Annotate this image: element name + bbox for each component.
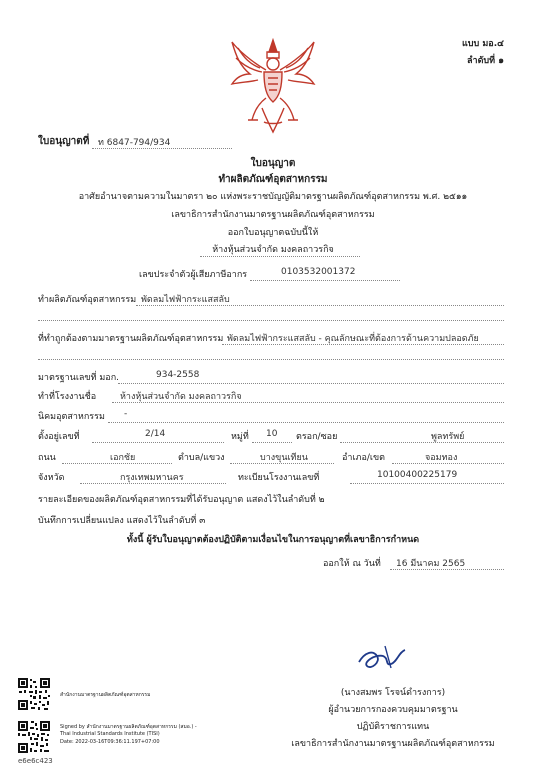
divider [350,483,504,484]
license-no-label: ใบอนุญาตที่ [38,136,90,147]
divider [108,422,504,423]
divider [112,402,504,403]
condition-note: ทั้งนี้ ผู้รับใบอนุญาตต้องปฏิบัติตามเงื่อนไขในการอนุญาตที่เลขาธิการกำหนด [126,535,420,545]
address-no-value: 2/14 [145,429,166,439]
divider [250,280,400,281]
document-code: e6e6c423 [18,757,53,765]
address-district-value: จอมทอง [425,453,458,463]
signatory-name: (นางสมพร โรจน์ดำรงการ) [340,688,446,698]
divider [200,256,360,257]
standard-desc-label: ที่ทำถูกต้องตามมาตรฐานผลิตภัณฑ์อุตสาหกรรม [38,334,224,344]
address-province-label: จังหวัด [38,473,65,483]
factory-reg-label: ทะเบียนโรงงานเลขที่ [238,473,320,483]
standard-desc-value: พัดลมไฟฟ้ากระแสสลับ - คุณลักษณะที่ต้องการด้านความปลอดภัย [227,334,479,344]
factory-name-label: ทำที่โรงงานชื่อ [38,392,97,402]
divider [92,148,232,149]
divider [390,569,504,570]
form-sequence: ลำดับที่ ๑ [467,56,504,66]
tax-id-value: 0103532001372 [281,267,356,277]
qr-caption: สำนักงานมาตรฐานผลิตภัณฑ์อุตสาหกรรม [60,692,151,698]
signatory-title: ผู้อำนวยการกองควบคุมมาตรฐาน [328,705,458,715]
document-subtitle: ทำผลิตภัณฑ์อุตสาหกรรม [218,174,328,185]
qr-code-icon [17,677,51,711]
license-no-value: ท 6847-794/934 [98,138,171,148]
divider [136,305,504,306]
address-subdistrict-value: บางขุนเทียน [260,453,308,463]
divider [38,359,504,360]
signatory-office: เลขาธิการสำนักงานมาตรฐานผลิตภัณฑ์อุตสาหกรรม [291,739,495,749]
signature-icon [355,640,411,676]
qr-code-icon [17,720,51,754]
divider [222,344,504,345]
digital-signature-line-3: Date: 2022-03-16T09:36:11.197+07:00 [60,739,160,745]
address-road-value: เอกชัย [110,453,136,463]
digital-signature-line-1: Signed by สำนักงานมาตรฐานผลิตภัณฑ์อุตสาหกรรม (สมอ.) - [60,724,197,730]
authority-line-2: เลขาธิการสำนักงานมาตรฐานผลิตภัณฑ์อุตสาหกรรม [171,210,375,220]
divider [80,483,226,484]
address-no-label: ตั้งอยู่เลขที่ [38,432,80,442]
tax-id-label: เลขประจำตัวผู้เสียภาษีอากร [139,270,248,280]
divider [252,442,292,443]
address-moo-value: 10 [266,429,278,439]
address-moo-label: หมู่ที่ [231,432,249,442]
digital-signature-line-2: Thai Industrial Standards Institute (TISI) [60,731,160,737]
address-province-value: กรุงเทพมหานคร [120,473,184,483]
form-code: แบบ มอ.๔ [462,39,504,49]
divider [38,320,504,321]
address-subdistrict-label: ตำบล/แขวง [178,453,225,463]
divider [62,463,172,464]
signatory-acting: ปฏิบัติราชการแทน [356,722,430,732]
address-district-label: อำเภอ/เขต [342,453,385,463]
product-label: ทำผลิตภัณฑ์อุตสาหกรรม [38,295,137,305]
issue-date-value: 16 มีนาคม 2565 [396,559,466,569]
licensee-name: ห้างหุ้นส่วนจำกัด มงคลถาวรกิจ [212,245,334,255]
factory-reg-value: 10100400225179 [377,470,458,480]
divider [340,442,504,443]
address-road-label: ถนน [38,453,56,463]
industrial-estate-label: นิคมอุตสาหกรรม [38,412,105,422]
address-soi-label: ตรอก/ซอย [296,432,338,442]
factory-name-value: ห้างหุ้นส่วนจำกัด มงคลถาวรกิจ [120,392,242,402]
standard-no-value: 934-2558 [156,370,200,380]
document-title: ใบอนุญาต [250,158,296,169]
divider [118,383,504,384]
divider [230,463,334,464]
authority-line-1: อาศัยอำนาจตามความในมาตรา ๒๐ แห่งพระราชบัญญัติมาตรฐานผลิตภัณฑ์อุตสาหกรรม พ.ศ. ๒๕๑๑ [78,192,468,202]
address-soi-value: พูลทรัพย์ [431,432,465,442]
industrial-estate-value: - [124,409,128,419]
issue-date-label: ออกให้ ณ วันที่ [323,559,381,569]
changes-note: บันทึกการเปลี่ยนแปลง แสดงไว้ในลำดับที่ ๓ [38,516,206,526]
divider [92,442,224,443]
details-note: รายละเอียดของผลิตภัณฑ์อุตสาหกรรมที่ได้รับอนุญาต แสดงไว้ในลำดับที่ ๒ [38,495,325,505]
divider [392,463,504,464]
product-value: พัดลมไฟฟ้ากระแสสลับ [141,295,230,305]
standard-no-label: มาตรฐานเลขที่ มอก. [38,373,120,383]
authority-line-3: ออกใบอนุญาตฉบับนี้ให้ [227,228,319,238]
garuda-emblem-icon [228,38,318,134]
